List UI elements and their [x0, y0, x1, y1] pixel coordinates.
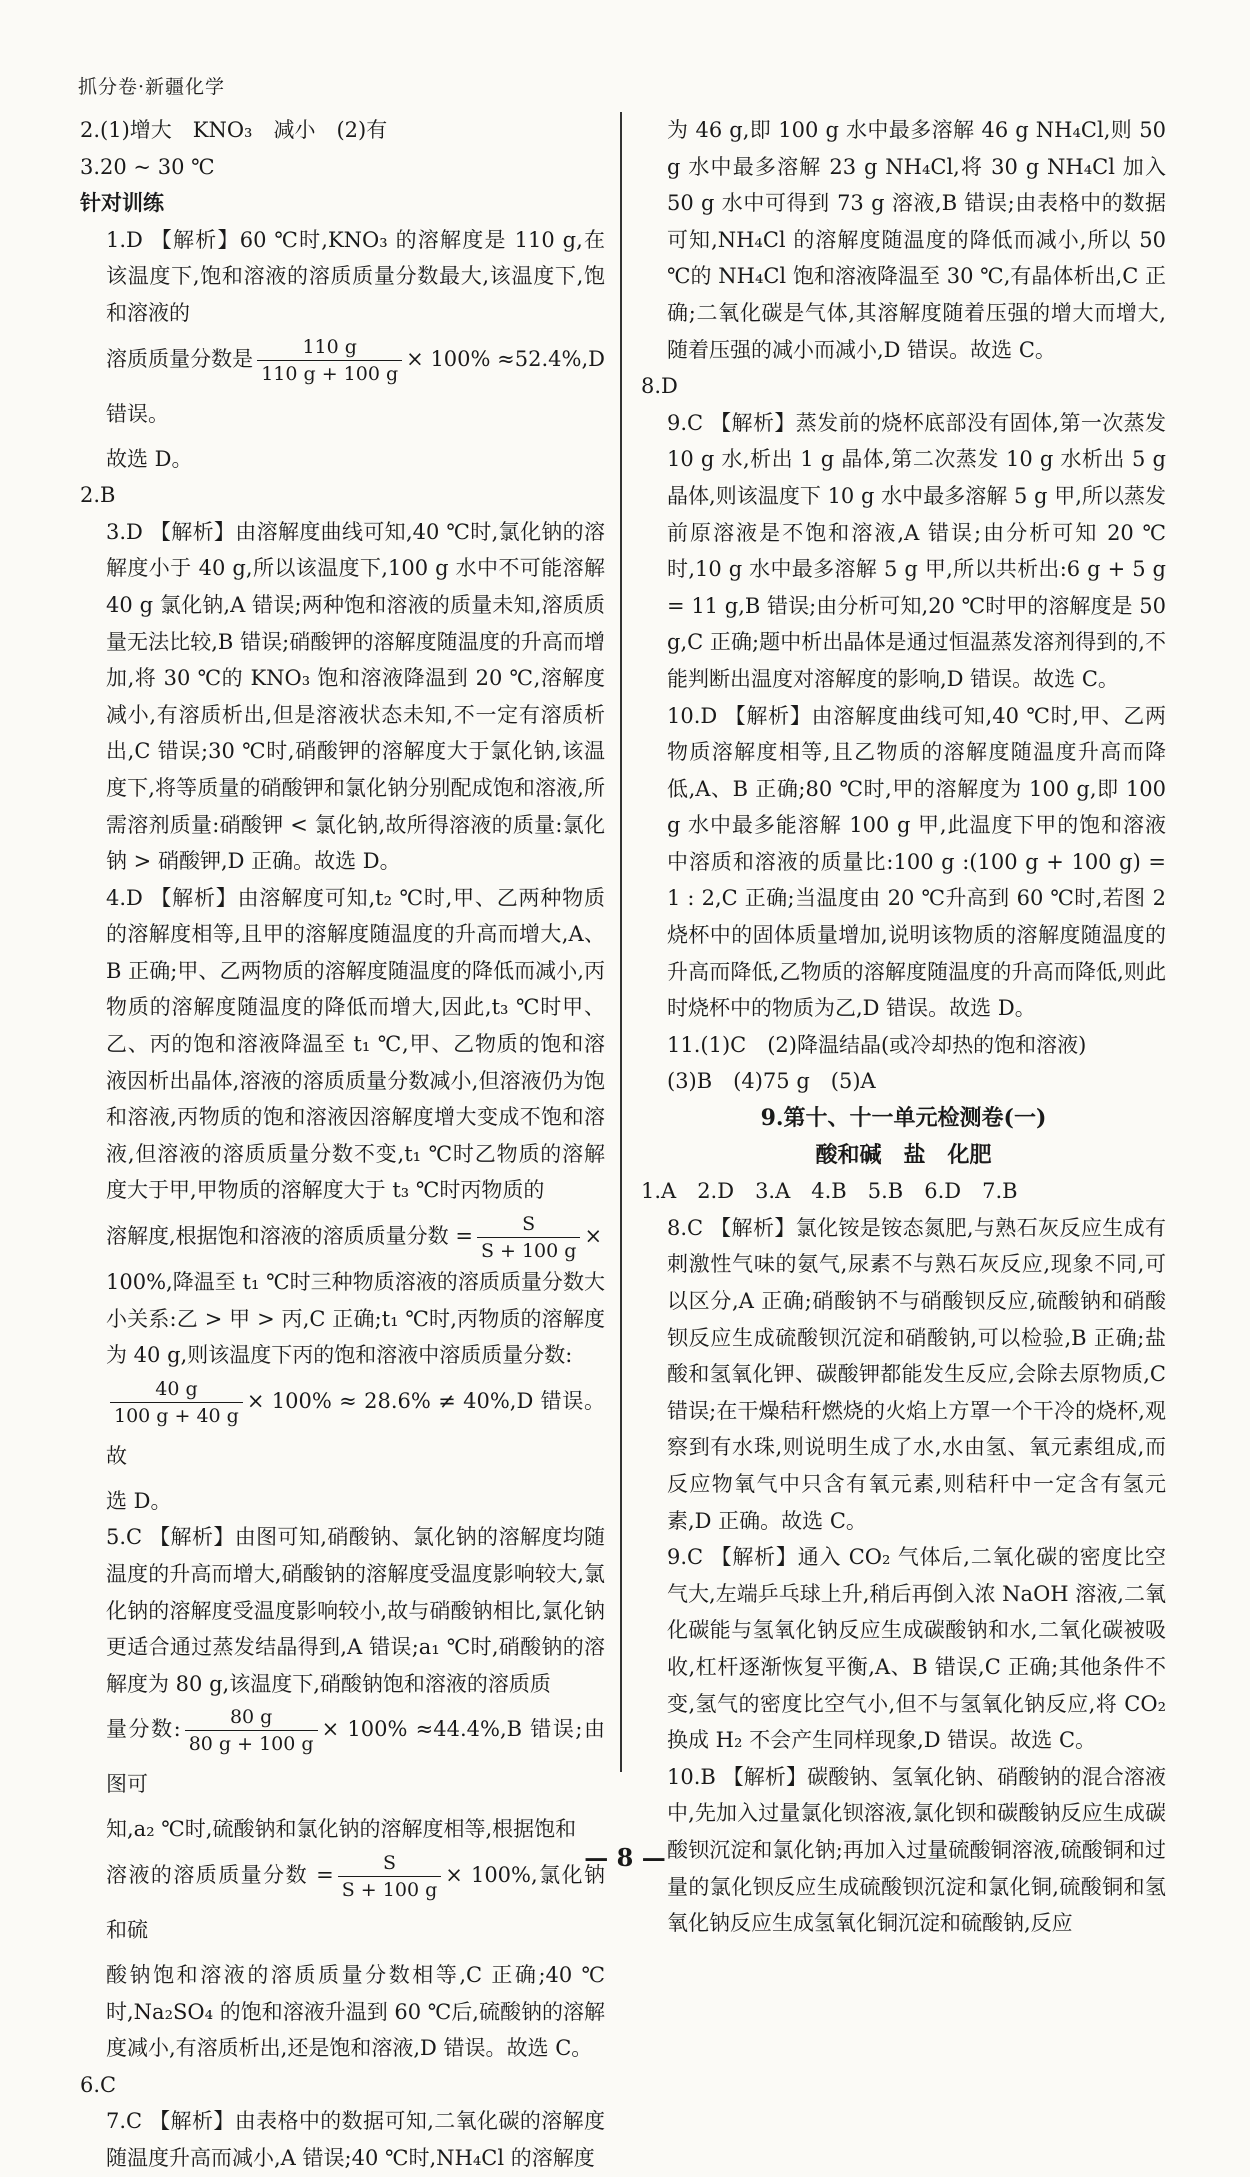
answer-r8: 8.C 【解析】氯化铵是铵态氮肥,与熟石灰反应生成有刺激性气味的氨气,尿素不与熟石灰反应,现象不同,可以区分,A 正确;硝酸钠不与硝酸钡反应,硫酸钠和硝酸钡反应生成硫酸钡沉淀和硝酸钠,可以检验,B 正确;盐酸和氢氧化钾、碳酸钾都能发生反应,会除去原物质,C 错误;在干燥秸秆燃烧的火焰上方罩一个干冷的烧杯,观察到有水珠,则说明生成了水,水由氢、氧元素组成,而反应物氧气中只含有氧元素,则秸秆中一定含有氢元素,D 正确。故选 C。	[667, 1215, 1166, 1533]
answer-list: 1.A 2.D 3.A 4.B 5.B 6.D 7.B	[641, 1179, 1018, 1204]
answer-line: 故选 D。	[106, 446, 193, 471]
section-title: 酸和碱 盐 化肥	[815, 1141, 992, 1168]
answer-q4-formula: 溶解度,根据饱和溶液的溶质质量分数 = $\frac{S}{S + 100 g}$ ×	[106, 1213, 603, 1263]
fraction: $\frac{S}{S + 100 g}$	[338, 1850, 441, 1903]
answer-q5: 5.C 【解析】由图可知,硝酸钠、氯化钠的溶解度均随温度的升高而增大,硝酸钠的溶解度受温度影响较大,氯化钠的溶解度受温度影响较小,故与硝酸钠相比,氯化钠更适合通过蒸发结晶得到,A 错误;a₁ ℃时,硝酸钠的溶解度为 80 g,该温度下,硝酸钠饱和溶液的溶质质	[106, 1525, 605, 1696]
answer-q6: 6.C	[80, 2072, 117, 2097]
answer-line: 2.(1)增大 KNO₃ 减小 (2)有	[80, 118, 388, 142]
fraction: $\frac{40 g}{100 g + 40 g}$	[110, 1376, 243, 1429]
answer-q5-formula: 量分数: $\frac{80 g}{80 g + 100 g}$ × 100% ≈44.4%,B 错误;由图可	[106, 1706, 605, 1797]
answer-q1: 1.D 【解析】60 ℃时,KNO₃ 的溶解度是 110 g,在该温度下,饱和溶液的溶质质量分数最大,该温度下,饱和溶液的	[106, 227, 605, 325]
section-subtitle: 针对训练	[80, 190, 164, 216]
answer-r9: 9.C 【解析】通入 CO₂ 气体后,二氧化碳的密度比空气大,左端乒乓球上升,稍后再倒入浓 NaOH 溶液,二氧化碳能与氢氧化钠反应生成碳酸钠和水,二氧化碳被吸收,杠杆逐渐恢复平衡,A、B 错误,C 正确;其他条件不变,氢气的密度比空气小,但不与氢氧化钠反应,将 CO₂ 换成 H₂ 不会产生同样现象,D 错误。故选 C。	[667, 1545, 1166, 1753]
answer-q1-formula: 溶质质量分数是 $\frac{110 g}{110 g + 100 g}$ × 100% ≈52.4%,D 错误。	[106, 335, 605, 426]
answer-q5-cont: 知,a₂ ℃时,硫酸钠和氯化钠的溶解度相等,根据饱和	[106, 1817, 577, 1842]
answer-q8: 8.D	[641, 374, 678, 399]
answer-q9: 9.C 【解析】蒸发前的烧杯底部没有固体,第一次蒸发 10 g 水,析出 1 g 晶体,第二次蒸发 10 g 水析出 5 g 晶体,则该温度下 10 g 水中最多溶解 5 g 甲,所以蒸发前原溶液是不饱和溶液,A 错误;由分析可知 20 ℃时,10 g 水中最多溶解 5 g 甲,所以共析出:6 g + 5 g = 11 g,B 错误;由分析可知,20 ℃时甲的溶解度是 50 g,C 正确;题中析出晶体是通过恒温蒸发溶剂得到的,不能判断出温度对溶解度的影响,D 错误。故选 C。	[667, 410, 1166, 691]
answer-q7-cont: 为 46 g,即 100 g 水中最多溶解 46 g NH₄Cl,则 50 g 水中最多溶解 23 g NH₄Cl,将 30 g NH₄Cl 加入 50 g 水中可得到 73 g 溶液,B 错误;由表格中的数据可知,NH₄Cl 的溶解度随温度的降低而减小,所以 50 ℃的 NH₄Cl 饱和溶液降温至 30 ℃,有晶体析出,C 正确;二氧化碳是气体,其溶解度随着压强的增大而增大,随着压强的减小而减小,D 错误。故选 C。	[667, 118, 1166, 362]
answer-line: 选 D。	[106, 1488, 172, 1513]
answer-q2: 2.B	[80, 483, 116, 508]
answer-q10: 10.D 【解析】由溶解度曲线可知,40 ℃时,甲、乙两物质溶解度相等,且乙物质的溶解度随温度升高而降低,A、B 正确;80 ℃时,甲的溶解度为 100 g,即 100 g 水中最多能溶解 100 g 甲,此温度下甲的饱和溶液中溶质和溶液的质量比:100 g :(100 g + 100 g) = 1 : 2,C 正确;当温度由 20 ℃升高到 60 ℃时,若图 2 烧杯中的固体质量增加,说明该物质的溶解度随温度的升高而降低,乙物质的溶解度随温度的升高而降低,则此时烧杯中的物质为乙,D 错误。故选 D。	[667, 703, 1166, 1021]
answer-q4: 4.D 【解析】由溶解度可知,t₂ ℃时,甲、乙两种物质的溶解度相等,且甲的溶解度随温度的升高而增大,A、B 正确;甲、乙两物质的溶解度随温度的降低而减小,丙物质的溶解度随温度的降低而增大,因此,t₃ ℃时甲、乙、丙的饱和溶液降温至 t₁ ℃,甲、乙物质的饱和溶液因析出晶体,溶液的溶质质量分数减小,但溶液仍为饱和溶液,丙物质的饱和溶液因溶解度增大变成不饱和溶液,但溶液的溶质质量分数不变,t₁ ℃时乙物质的溶解度大于甲,甲物质的溶解度大于 t₃ ℃时丙物质的	[106, 885, 605, 1203]
answer-q3: 3.D 【解析】由溶解度曲线可知,40 ℃时,氯化钠的溶解度小于 40 g,所以该温度下,100 g 水中不可能溶解 40 g 氯化钠,A 错误;两种饱和溶液的质量未知,溶质质量无法比较,B 错误;硝酸钾的溶解度随温度的升高而增加,将 30 ℃的 KNO₃ 饱和溶液降温到 20 ℃,溶解度减小,有溶质析出,但是溶液状态未知,不一定有溶质析出,C 错误;30 ℃时,硝酸钾的溶解度大于氯化钠,该温度下,将等质量的硝酸钾和氯化钠分别配成饱和溶液,所需溶剂质量:硝酸钾 < 氯化钠,故所得溶液的质量:氯化钠 > 硝酸钾,D 正确。故选 D。	[106, 519, 605, 874]
answer-q4-cont: 100%,降温至 t₁ ℃时三种物质溶液的溶质质量分数大小关系:乙 > 甲 > 丙,C 正确;t₁ ℃时,丙物质的溶解度为 40 g,则该温度下丙的饱和溶液中溶质质量分数:	[106, 1270, 605, 1368]
column-divider	[620, 112, 622, 1772]
running-header: 抓分卷·新疆化学	[78, 76, 226, 98]
answer-q11-cont: (3)B (4)75 g (5)A	[667, 1069, 876, 1094]
answer-q5-cont: 酸钠饱和溶液的溶质质量分数相等,C 正确;40 ℃时,Na₂SO₄ 的饱和溶液升温到 60 ℃后,硫酸钠的溶解度减小,有溶质析出,还是饱和溶液,D 错误。故选 C。	[106, 1962, 605, 2061]
answer-q11: 11.(1)C (2)降温结晶(或冷却热的饱和溶液)	[667, 1032, 1087, 1057]
fraction: $\frac{S}{S + 100 g}$	[477, 1211, 580, 1264]
page-number: — 8 —	[584, 1843, 666, 1872]
section-title: 9.第十、十一单元检测卷(一)	[760, 1105, 1047, 1132]
fraction: $\frac{80 g}{80 g + 100 g}$	[185, 1704, 318, 1757]
answer-line: 3.20 ~ 30 ℃	[80, 154, 215, 179]
answer-q5-formula2: 溶液的溶质质量分数 = $\frac{S}{S + 100 g}$ × 100%,氯化钠和硫	[106, 1851, 606, 1942]
answer-q7: 7.C 【解析】由表格中的数据可知,二氧化碳的溶解度随温度升高而减小,A 错误;40 ℃时,NH₄Cl 的溶解度	[106, 2109, 605, 2170]
fraction: $\frac{110 g}{110 g + 100 g}$	[257, 334, 402, 387]
right-column	[641, 112, 1166, 1942]
answer-q4-formula2: $\frac{40 g}{100 g + 40 g}$ × 100% ≈ 28.6% ≠ 40%,D 错误。故	[106, 1377, 605, 1468]
answer-r10: 10.B 【解析】碳酸钠、氢氧化钠、硝酸钠的混合溶液中,先加入过量氯化钡溶液,氯化钡和碳酸钠反应生成碳酸钡沉淀和氯化钠;再加入过量硫酸铜溶液,硫酸铜和过量的氯化钡反应生成硫酸钡沉淀和氯化铜,硫酸铜和氢氧化钠反应生成氢氧化铜沉淀和硫酸钠,反应	[667, 1764, 1166, 1936]
